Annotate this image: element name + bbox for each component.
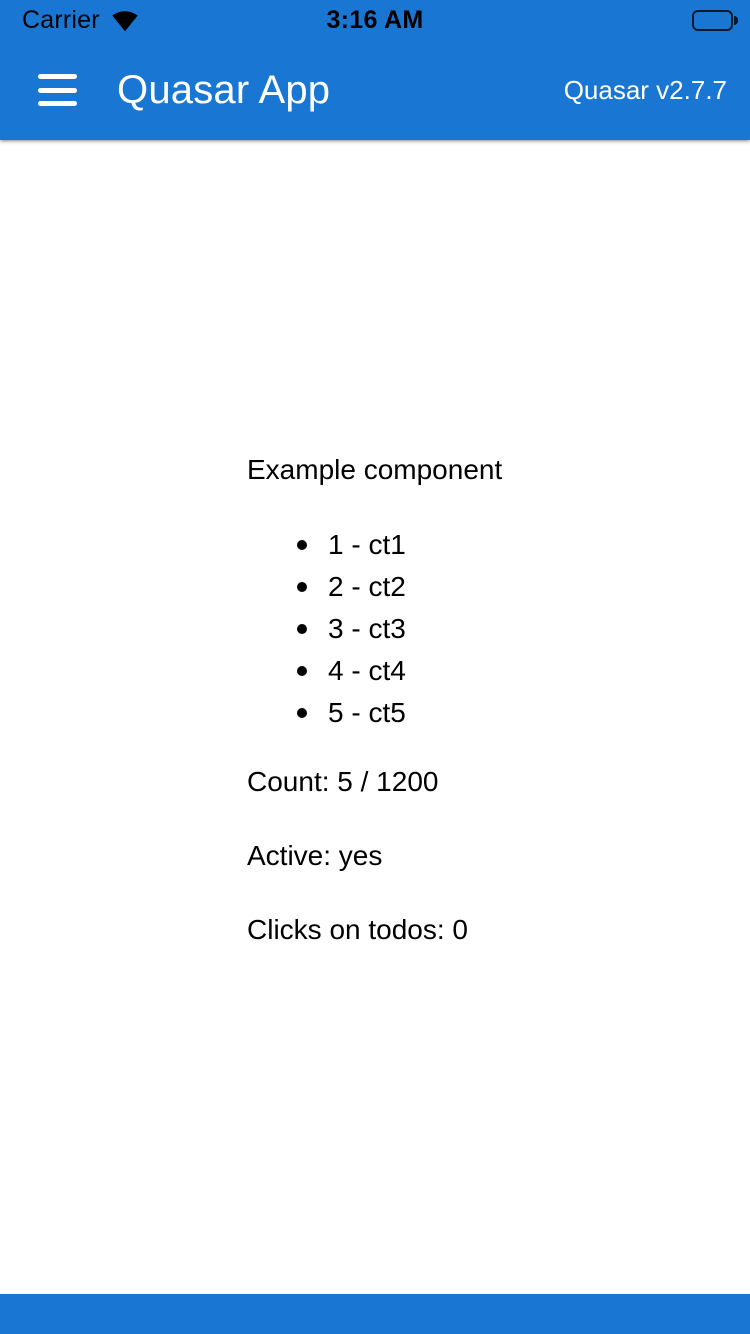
hamburger-icon: [38, 74, 77, 79]
menu-button[interactable]: [38, 74, 77, 106]
app-title: Quasar App: [117, 67, 331, 112]
app-footer: [0, 1294, 750, 1334]
clicks-text: Clicks on todos: 0: [247, 914, 468, 945]
status-bar-right: [692, 0, 738, 40]
active-text: Active: yes: [247, 840, 383, 871]
page-content: [0, 140, 750, 1294]
count-text: Count: 5 / 1200: [247, 766, 439, 797]
battery-nub: [734, 16, 738, 25]
app-top-bars: [0, 0, 750, 140]
status-bar: [0, 0, 750, 40]
carrier-label: Carrier: [22, 5, 100, 34]
todo-item[interactable]: 5 - ct5: [247, 692, 730, 734]
battery-icon: [692, 10, 738, 31]
app-header: [0, 40, 750, 140]
todo-list: [247, 524, 730, 734]
todo-item[interactable]: 1 - ct1: [247, 524, 730, 566]
todo-item[interactable]: 2 - ct2: [247, 566, 730, 608]
hamburger-icon: [38, 101, 77, 106]
todo-item[interactable]: 4 - ct4: [247, 650, 730, 692]
hamburger-icon: [38, 88, 77, 93]
version-label: Quasar v2.7.7: [563, 74, 727, 105]
clock-label: 3:16 AM: [326, 5, 424, 34]
todo-item[interactable]: 3 - ct3: [247, 608, 730, 650]
example-component-heading: Example component: [247, 454, 503, 485]
